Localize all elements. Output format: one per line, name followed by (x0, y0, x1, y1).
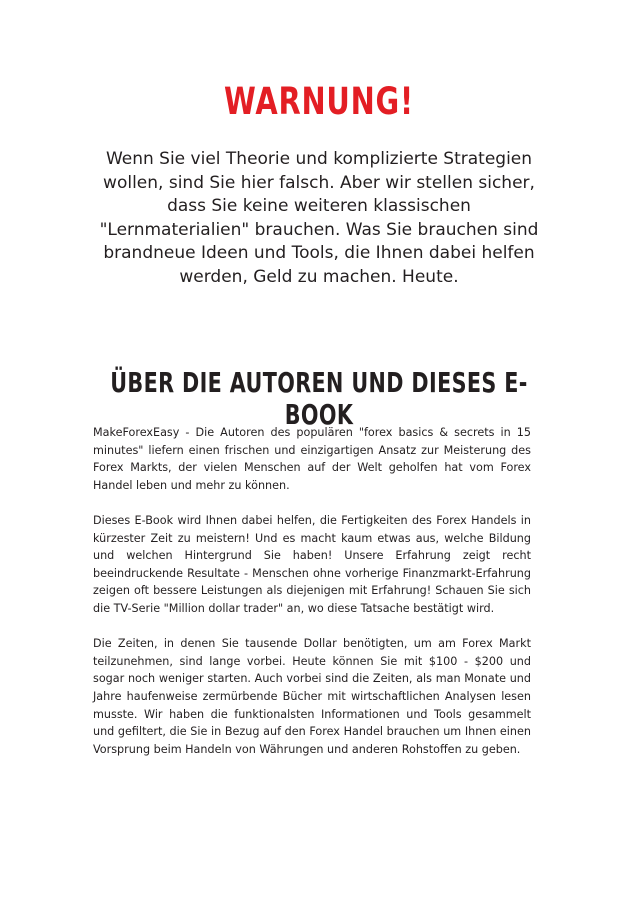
section-heading: ÜBER DIE AUTOREN UND DIESES E-BOOK (110, 366, 528, 431)
warning-heading: WARNUNG! (224, 80, 414, 123)
section-body (93, 424, 531, 776)
body-paragraph: Dieses E-Book wird Ihnen dabei helfen, die Fertigkeiten des Forex Handels in kürzester Zeit zu meistern! Und es macht kaum etwas aus, welche Bildung und welchen Hintergrund Sie haben! Unsere Erfahrung zeigt recht beeindruckende Resultate - Menschen ohne vorherige Finanzmarkt-Erfahrung zeigen oft bessere Leistungen als diejenigen mit Erfahrung! Schauen Sie sich die TV-Serie "Million dollar trader" an, wo diese Tatsache bestätigt wird. (93, 513, 531, 615)
body-paragraph: MakeForexEasy - Die Autoren des populären "forex basics & secrets in 15 minutes" liefern einen frischen und einzigartigen Ansatz zur Meisterung des Forex Markts, der vielen Menschen auf der Welt geholfen hat vom Forex Handel leben und mehr zu können. (93, 426, 531, 492)
body-paragraph: Die Zeiten, in denen Sie tausende Dollar benötigten, um am Forex Markt teilzunehmen, sind lange vorbei. Heute können Sie mit $100 - $200 und sogar noch weniger starten. Auch vorbei sind die Zeiten, als man Monate und Jahre haufenweise zermürbende Bücher mit wirtschaftlichen Analysen lesen musste. Wir haben die funktionalsten Informationen und Tools gesammelt und gefiltert, die Sie in Bezug auf den Forex Handel brauchen um Ihnen einen Vorsprung beim Handeln von Währungen und anderen Rohstoffen zu geben. (93, 637, 531, 756)
intro-paragraph: Wenn Sie viel Theorie und komplizierte Strategien wollen, sind Sie hier falsch. Aber wir stellen sicher, dass Sie keine weiteren klassischen "Lernmaterialien" brauchen. Was Sie brauchen sind brandneue Ideen und Tools, die Ihnen dabei helfen werden, Geld zu machen. Heute. (99, 149, 539, 287)
